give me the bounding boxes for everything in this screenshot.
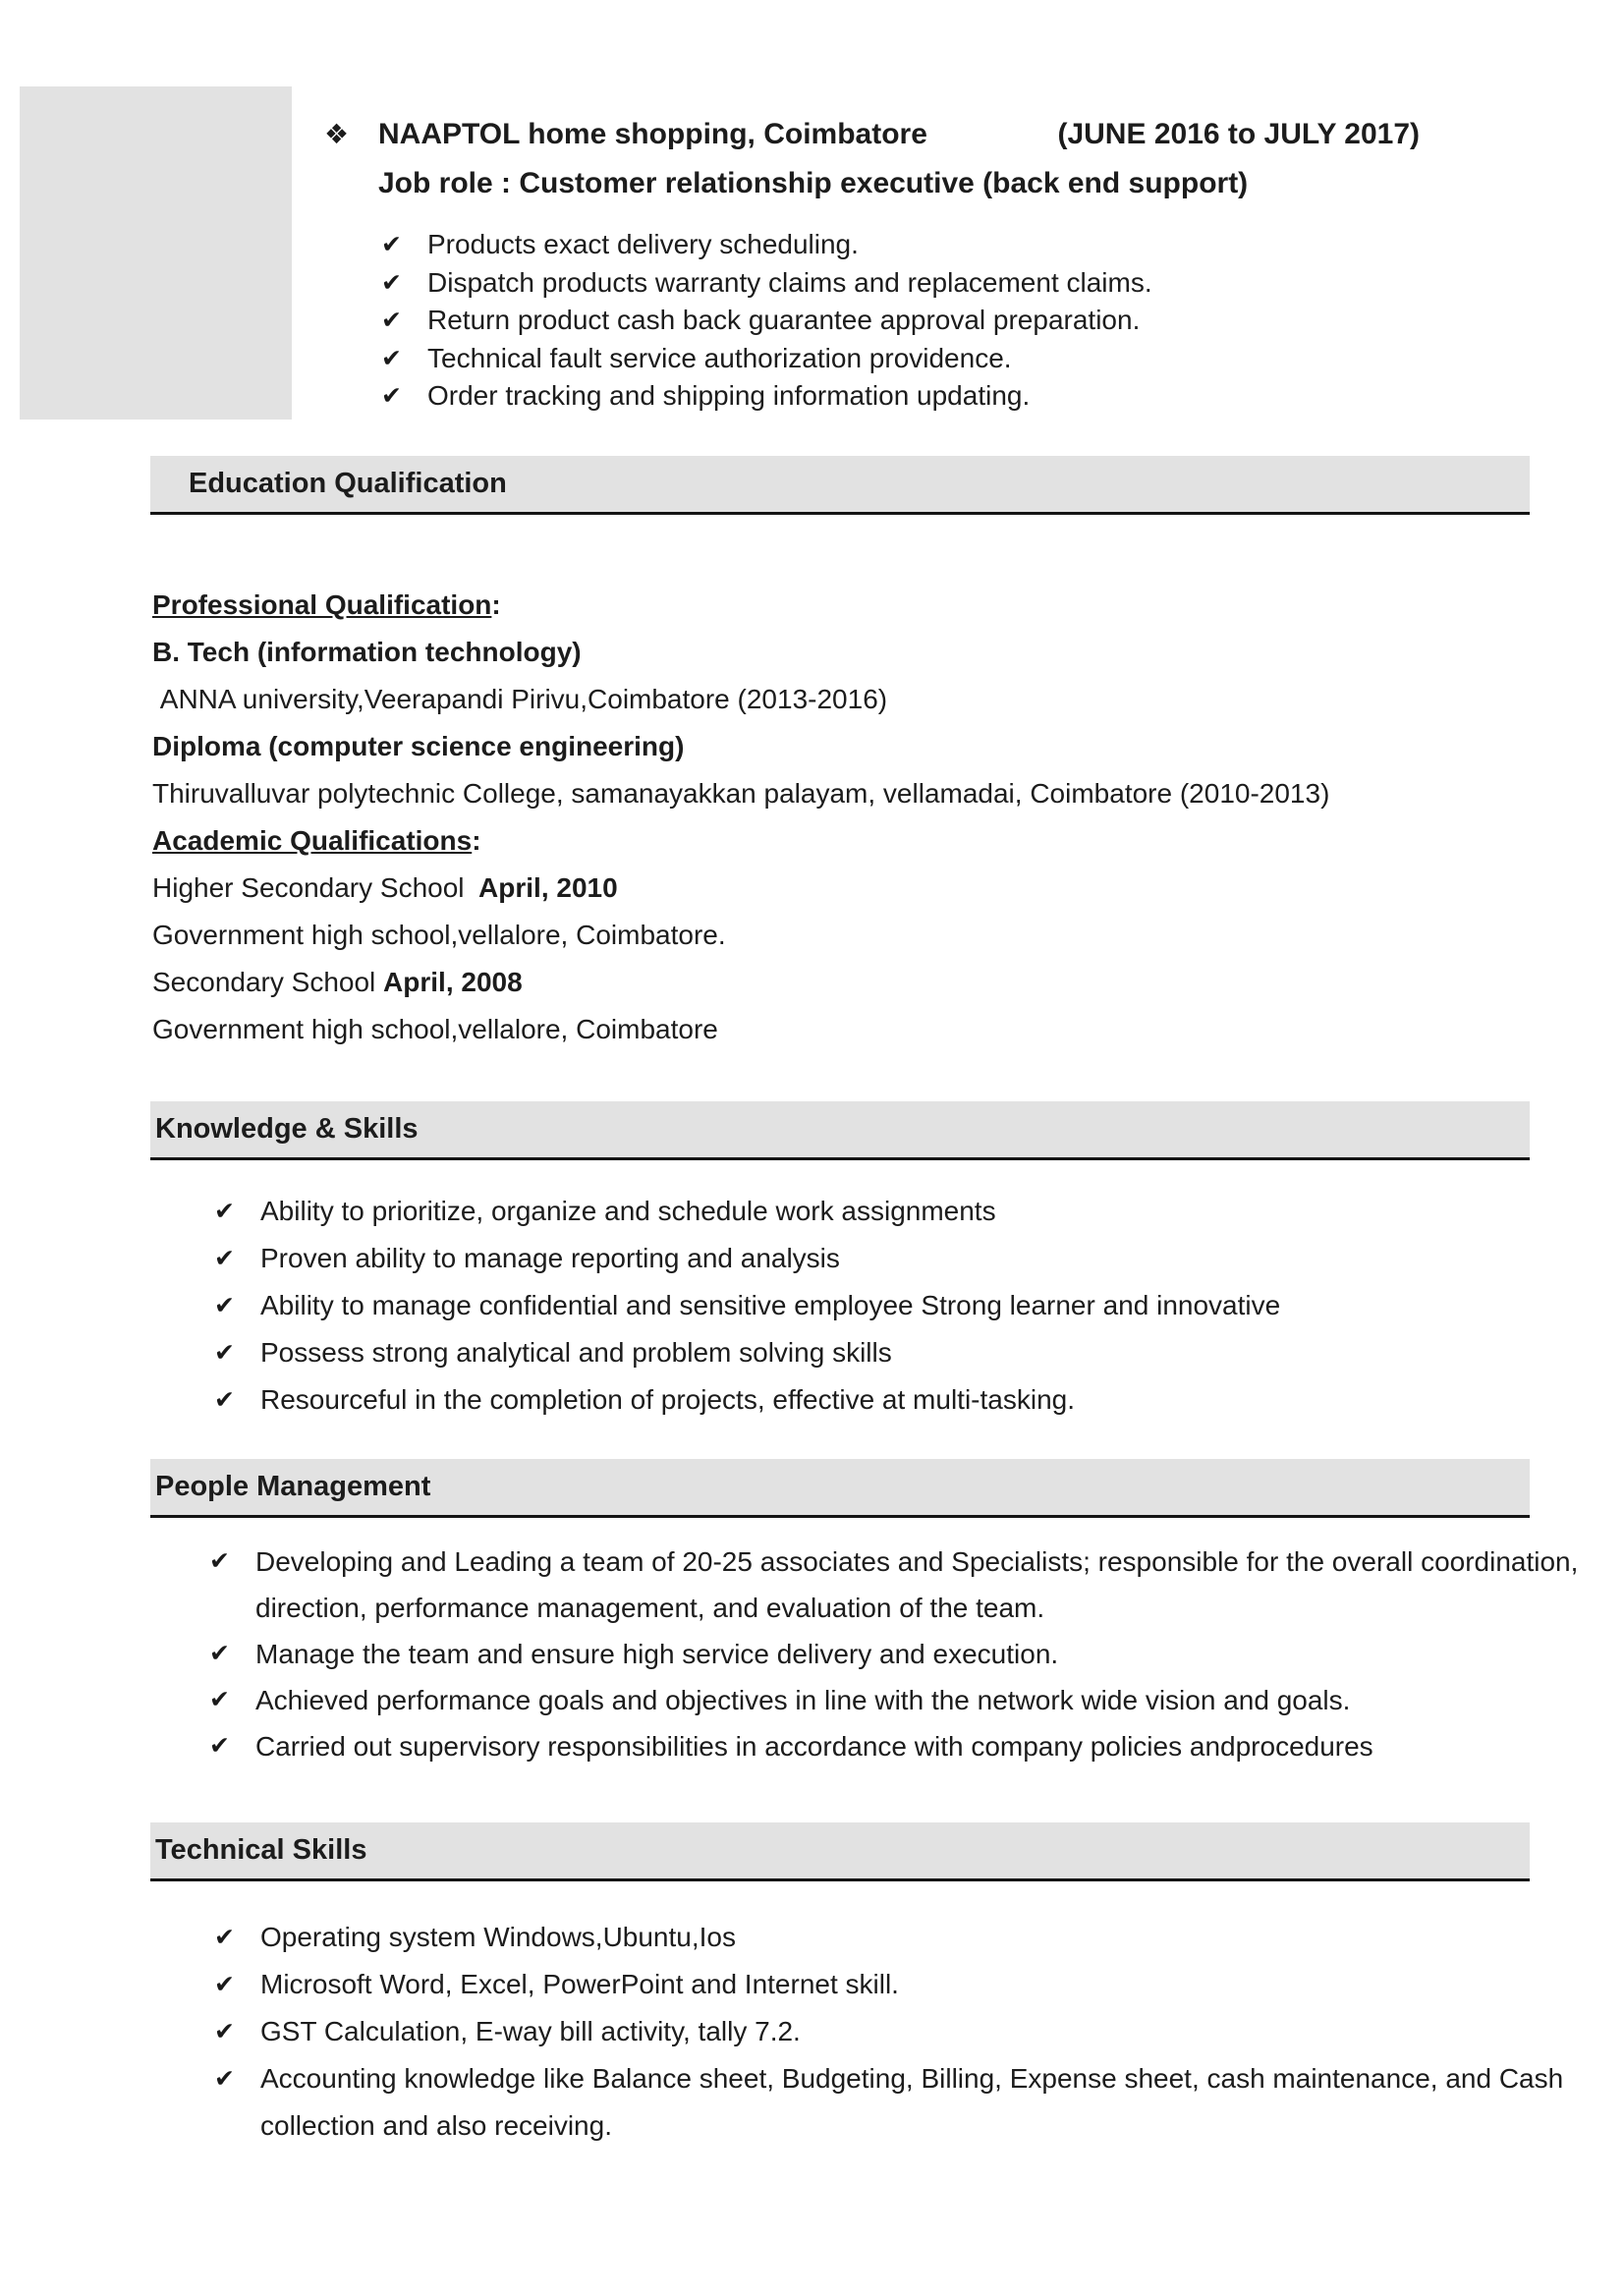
employment-period: (JUNE 2016 to JULY 2017)	[1057, 118, 1420, 150]
section-header-people-management: People Management	[150, 1459, 1530, 1518]
education-line	[152, 582, 1624, 629]
list-item-text: Operating system Windows,Ubuntu,Ios	[260, 1922, 736, 1952]
list-item	[324, 377, 1420, 416]
list-item-text: Technical fault service authorization providence.	[427, 342, 1012, 373]
education-line	[152, 865, 1624, 912]
check-icon: ✔	[209, 1732, 230, 1760]
job-duties-list	[324, 226, 1420, 416]
list-item	[152, 1677, 1582, 1723]
text-segment: :	[491, 589, 501, 620]
text-segment: Secondary School	[152, 967, 384, 997]
company-name: NAAPTOL home shopping, Coimbatore	[378, 118, 927, 150]
list-item	[152, 2055, 1567, 2150]
text-segment: Higher Secondary School	[152, 872, 473, 903]
text-segment: :	[472, 825, 481, 856]
list-item-text: Products exact delivery scheduling.	[427, 229, 859, 259]
text-segment: B. Tech (information technology)	[152, 637, 582, 667]
list-item	[324, 264, 1420, 303]
check-icon: ✔	[381, 231, 402, 258]
education-line	[152, 723, 1624, 770]
education-line	[152, 629, 1624, 676]
text-segment: Thiruvalluvar polytechnic College, samanayakkan palayam, vellamadai, Coimbatore (2010-2013)	[152, 778, 1330, 809]
section-header-knowledge-skills: Knowledge & Skills	[150, 1101, 1530, 1160]
list-item	[324, 302, 1420, 340]
list-item	[152, 2008, 1567, 2055]
list-item-text: Developing and Leading a team of 20-25 associates and Specialists; responsible for the overall coordination, direction, performance management, and evaluation of the team.	[255, 1546, 1579, 1623]
people-management-list	[152, 1539, 1582, 1769]
education-line	[152, 770, 1624, 817]
list-item-text: Achieved performance goals and objectives in line with the network wide vision and goals.	[255, 1685, 1351, 1715]
check-icon: ✔	[209, 1547, 230, 1575]
check-icon: ✔	[209, 1640, 230, 1667]
list-item	[324, 226, 1420, 264]
text-segment: Professional Qualification	[152, 589, 492, 620]
list-item-text: Ability to prioritize, organize and schedule work assignments	[260, 1196, 996, 1226]
list-item	[152, 1235, 1624, 1282]
list-item	[152, 1282, 1624, 1329]
list-item-text: Resourceful in the completion of projects, effective at multi-tasking.	[260, 1384, 1075, 1415]
text-segment: April, 2008	[383, 967, 523, 997]
section-header-education: Education Qualification	[150, 456, 1530, 515]
list-item-text: Return product cash back guarantee approval preparation.	[427, 305, 1141, 335]
check-icon: ✔	[381, 382, 402, 410]
list-item-text: Dispatch products warranty claims and replacement claims.	[427, 266, 1152, 298]
education-line	[152, 676, 1624, 723]
check-icon: ✔	[214, 2065, 235, 2093]
text-segment: ANNA university,Veerapandi Pirivu,Coimbatore (2013-2016)	[152, 684, 888, 714]
text-segment: Government high school,vellalore, Coimbatore.	[152, 920, 726, 950]
text-segment: April, 2010	[472, 872, 618, 903]
check-icon: ✔	[209, 1686, 230, 1713]
work-experience-section	[0, 0, 1624, 456]
list-item	[152, 1631, 1582, 1677]
work-experience-entry	[324, 0, 1420, 416]
check-icon: ✔	[381, 268, 402, 297]
list-item-text: Microsoft Word, Excel, PowerPoint and Internet skill.	[260, 1969, 899, 1999]
check-icon: ✔	[214, 1292, 235, 1319]
list-item-text: Carried out supervisory responsibilities in accordance with company policies andprocedures	[255, 1731, 1373, 1762]
text-segment: Government high school,vellalore, Coimbatore	[152, 1014, 718, 1044]
knowledge-skills-list	[152, 1188, 1624, 1424]
technical-skills-list	[152, 1914, 1567, 2150]
check-icon: ✔	[214, 1924, 235, 1951]
check-icon: ✔	[214, 1198, 235, 1225]
list-item-text: Proven ability to manage reporting and analysis	[260, 1243, 840, 1273]
list-item-text: Accounting knowledge like Balance sheet, Budgeting, Billing, Expense sheet, cash maintenance, and Cash collection and also receiving.	[260, 2063, 1564, 2141]
list-item	[324, 340, 1420, 378]
education-line	[152, 1006, 1624, 1053]
list-item	[152, 1723, 1582, 1769]
list-item	[152, 1961, 1567, 2008]
education-details	[152, 582, 1624, 1053]
list-item	[152, 1329, 1624, 1376]
list-item	[152, 1376, 1624, 1424]
list-item	[152, 1188, 1624, 1235]
list-item-text: Ability to manage confidential and sensitive employee Strong learner and innovative	[260, 1290, 1281, 1320]
check-icon: ✔	[381, 344, 402, 372]
text-segment: Academic Qualifications	[152, 825, 473, 856]
job-title-row	[324, 114, 1420, 155]
list-item-text: Manage the team and ensure high service delivery and execution.	[255, 1639, 1059, 1669]
check-icon: ✔	[214, 1339, 235, 1367]
list-item	[152, 1914, 1567, 1961]
text-segment: Diploma (computer science engineering)	[152, 731, 685, 761]
education-line	[152, 817, 1624, 865]
list-item-text: Order tracking and shipping information updating.	[427, 380, 1031, 411]
check-icon: ✔	[214, 1971, 235, 1998]
section-header-technical-skills: Technical Skills	[150, 1822, 1530, 1881]
check-icon: ✔	[214, 2018, 235, 2045]
list-item-text: GST Calculation, E-way bill activity, tally 7.2.	[260, 2016, 801, 2046]
list-item-text: Possess strong analytical and problem solving skills	[260, 1337, 892, 1368]
check-icon: ✔	[214, 1386, 235, 1414]
check-icon: ✔	[381, 307, 402, 334]
diamond-bullet-icon: ❖	[324, 119, 350, 149]
check-icon: ✔	[214, 1245, 235, 1272]
education-line	[152, 912, 1624, 959]
education-line	[152, 959, 1624, 1006]
list-item	[152, 1539, 1582, 1631]
job-role: Job role : Customer relationship executive (back end support)	[378, 167, 1249, 199]
